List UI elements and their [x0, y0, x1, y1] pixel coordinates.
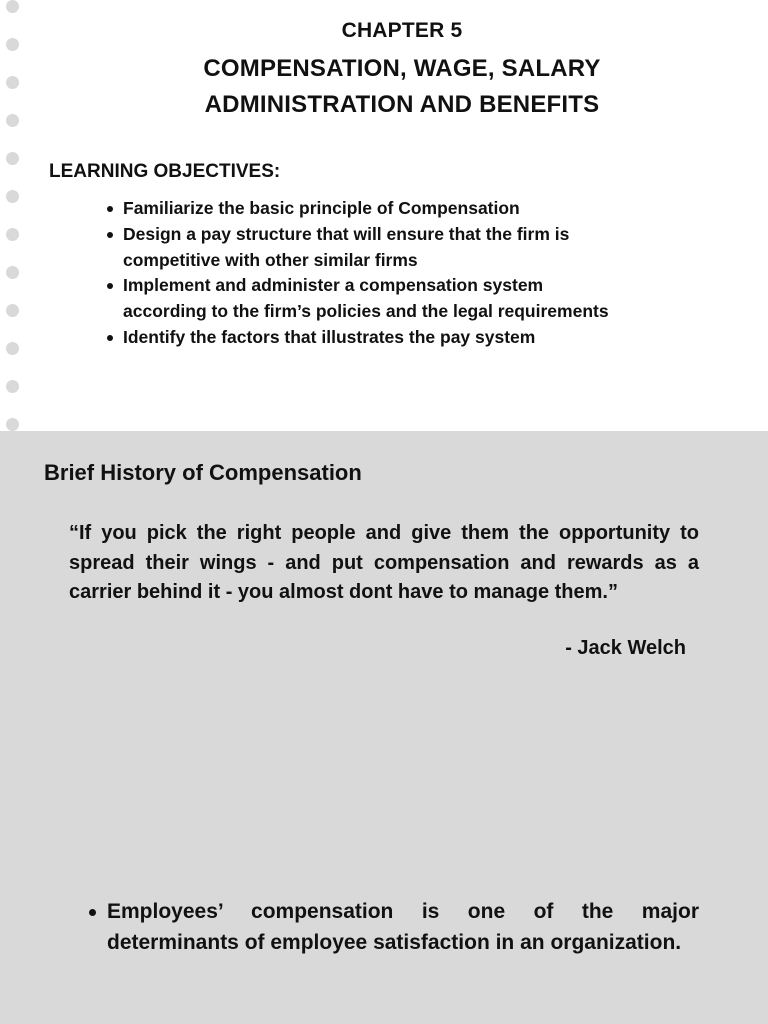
- chapter-title-line: ADMINISTRATION AND BENEFITS: [204, 91, 600, 118]
- list-item: [104, 273, 624, 325]
- binder-hole-icon: [6, 0, 19, 13]
- list-item: [104, 325, 624, 351]
- binder-hole-icon: [6, 380, 19, 393]
- chapter-label: CHAPTER 5: [341, 19, 463, 42]
- quote-author: - Jack Welch: [565, 637, 686, 659]
- binder-hole-icon: [6, 152, 19, 165]
- bullet-icon: [107, 206, 113, 212]
- objective-text: Familiarize the basic principle of Compensation: [123, 198, 520, 218]
- binder-hole-icon: [6, 228, 19, 241]
- list-item: [104, 222, 624, 274]
- bullet-icon: [107, 232, 113, 238]
- objective-text: Design a pay structure that will ensure that the firm is competitive with other similar firms: [123, 223, 570, 270]
- history-heading: Brief History of Compensation: [44, 460, 362, 485]
- learning-objectives-heading: LEARNING OBJECTIVES:: [49, 161, 281, 182]
- list-item: [104, 196, 624, 222]
- binder-hole-icon: [6, 418, 19, 431]
- quote-text: “If you pick the right people and give them the opportunity to spread their wings - and put compensation and rewards as a carrier behind it - you almost dont have to manage them.”: [69, 522, 699, 603]
- chapter-title: [0, 51, 768, 123]
- list-item: [88, 897, 699, 958]
- binder-hole-icon: [6, 266, 19, 279]
- binder-hole-icon: [6, 304, 19, 317]
- objective-text: Identify the factors that illustrates the pay system: [123, 326, 536, 347]
- bullet-icon: [107, 335, 113, 341]
- bullet-icon: [89, 909, 96, 916]
- history-points-list: [88, 897, 699, 958]
- chapter-header-section: [0, 0, 768, 431]
- learning-objectives-list: [104, 196, 624, 351]
- chapter-title-line: COMPENSATION, WAGE, SALARY: [203, 55, 601, 82]
- binder-hole-icon: [6, 342, 19, 355]
- objective-text: Implement and administer a compensation system according to the firm’s policies and the legal requirements: [123, 275, 609, 322]
- history-point-text: Employees’ compensation is one of the major determinants of employee satisfaction in an organization.: [107, 900, 699, 954]
- binder-hole-icon: [6, 190, 19, 203]
- bullet-icon: [107, 283, 113, 289]
- history-section: [0, 431, 768, 1024]
